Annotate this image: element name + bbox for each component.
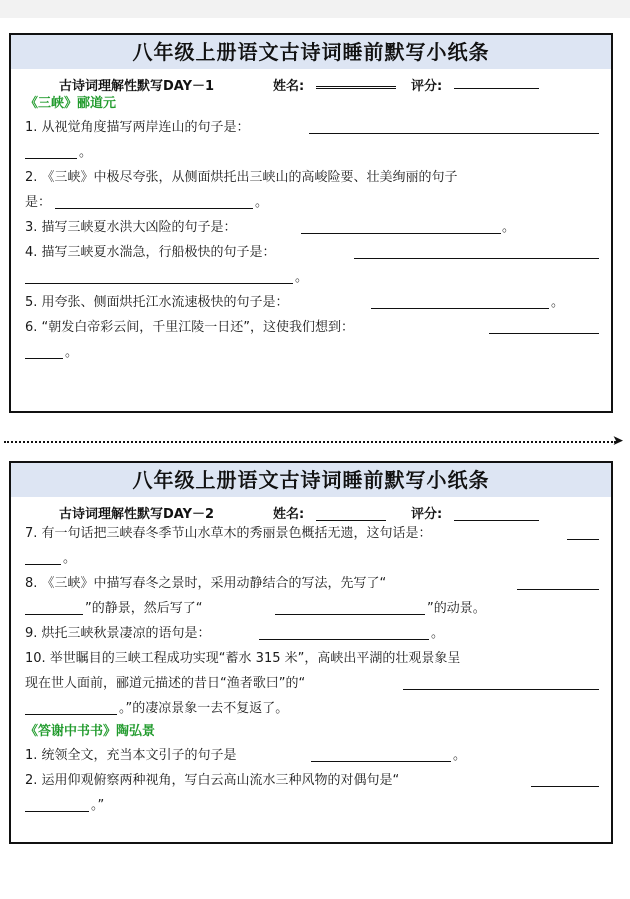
question-line <box>11 521 611 546</box>
day-label: 古诗词理解性默写DAY－2 <box>59 507 215 522</box>
score-label: 评分: <box>411 507 443 522</box>
question-line <box>11 546 611 571</box>
question-text: 7. 有一句话把三峡春冬季节山水草木的秀丽景色概括无遗，这句话是： <box>25 526 432 541</box>
name-label: 姓名: <box>273 79 305 94</box>
period: 。 <box>63 551 77 566</box>
question-line <box>11 215 611 240</box>
answer-blank[interactable] <box>309 133 599 134</box>
question-text: 1. 统领全文，充当本文引子的句子是 <box>25 748 237 763</box>
question-line <box>11 671 611 696</box>
info-row <box>11 497 611 521</box>
question-text: 是： <box>25 195 52 210</box>
question-line <box>11 265 611 290</box>
question-line <box>11 340 611 365</box>
slip-title: 八年级上册语文古诗词睡前默写小纸条 <box>11 35 611 69</box>
answer-blank[interactable] <box>311 761 451 762</box>
question-line <box>11 165 611 190</box>
answer-blank[interactable] <box>25 564 61 565</box>
section-heading: 《答谢中书书》陶弘景 <box>25 724 156 739</box>
question-line <box>11 621 611 646</box>
dictation-slip-day1 <box>9 33 613 413</box>
period: 。 <box>295 270 309 285</box>
answer-blank[interactable] <box>25 158 77 159</box>
question-text: 5. 用夸张、侧面烘托江水流速极快的句子是： <box>25 295 289 310</box>
top-strip <box>0 0 630 18</box>
name-blank[interactable] <box>316 74 396 87</box>
question-text: ”的动景。 <box>427 601 486 616</box>
question-text: 6. “朝发白帝彩云间，千里江陵一日还”，这使我们想到： <box>25 320 355 335</box>
question-text: 2. 《三峡》中极尽夸张，从侧面烘托出三峡山的高峻险要、壮美绚丽的句子 <box>25 170 458 185</box>
question-text: ”的静景，然后写了“ <box>85 601 203 616</box>
answer-blank[interactable] <box>275 614 425 615</box>
question-line <box>11 596 611 621</box>
question-text: 8. 《三峡》中描写春冬之景时，采用动静结合的写法，先写了“ <box>25 576 387 591</box>
answer-blank[interactable] <box>489 333 599 334</box>
answer-blank[interactable] <box>301 233 501 234</box>
answer-blank[interactable] <box>403 689 599 690</box>
question-line <box>11 646 611 671</box>
question-line <box>11 571 611 596</box>
question-text: 1. 从视觉角度描写两岸连山的句子是： <box>25 120 250 135</box>
answer-blank[interactable] <box>354 258 599 259</box>
question-line <box>11 240 611 265</box>
question-text: 10. 举世瞩目的三峡工程成功实现“蓄水 315 米”，高峡出平湖的壮观景象呈 <box>25 651 461 666</box>
closing-quote: 。” <box>91 798 105 813</box>
answer-blank[interactable] <box>25 358 63 359</box>
period: 。 <box>65 345 79 360</box>
question-line <box>11 743 611 768</box>
name-label: 姓名: <box>273 507 305 522</box>
answer-blank[interactable] <box>55 208 253 209</box>
info-row <box>11 69 611 93</box>
period: 。 <box>551 295 565 310</box>
question-text: 2. 运用仰观俯察两种视角，写白云高山流水三种风物的对偶句是“ <box>25 773 400 788</box>
question-line <box>11 140 611 165</box>
day-label: 古诗词理解性默写DAY－1 <box>59 79 215 94</box>
question-line <box>11 115 611 140</box>
answer-blank[interactable] <box>517 589 599 590</box>
period: 。 <box>255 195 269 210</box>
question-text: 。”的凄凉景象一去不复返了。 <box>119 701 289 716</box>
question-text: 9. 烘托三峡秋景凄凉的语句是： <box>25 626 211 641</box>
dotted-divider <box>4 441 616 443</box>
answer-blank[interactable] <box>25 714 117 715</box>
question-line <box>11 768 611 793</box>
answer-blank[interactable] <box>531 786 599 787</box>
period: 。 <box>79 145 93 160</box>
arrow-right-icon: ➤ <box>612 433 624 449</box>
period: 。 <box>453 748 467 763</box>
question-line <box>11 190 611 215</box>
question-text: 现在世人面前，郦道元描述的昔日“渔者歌曰”的“ <box>25 676 306 691</box>
score-label: 评分: <box>411 79 443 94</box>
answer-blank[interactable] <box>25 614 83 615</box>
dictation-slip-day2 <box>9 461 613 844</box>
question-line <box>11 793 611 818</box>
period: 。 <box>431 626 445 641</box>
answer-blank[interactable] <box>25 811 89 812</box>
question-text: 3. 描写三峡夏水洪大凶险的句子是： <box>25 220 237 235</box>
period: 。 <box>502 220 516 235</box>
answer-blank[interactable] <box>371 308 549 309</box>
question-text: 4. 描写三峡夏水湍急，行船极快的句子是： <box>25 245 276 260</box>
section-heading: 《三峡》郦道元 <box>25 96 117 111</box>
score-blank[interactable] <box>454 74 539 89</box>
question-line <box>11 696 611 721</box>
question-line <box>11 290 611 315</box>
slip-title: 八年级上册语文古诗词睡前默写小纸条 <box>11 463 611 497</box>
answer-blank[interactable] <box>567 539 599 540</box>
answer-blank[interactable] <box>25 283 293 284</box>
answer-blank[interactable] <box>259 639 429 640</box>
question-line <box>11 315 611 340</box>
